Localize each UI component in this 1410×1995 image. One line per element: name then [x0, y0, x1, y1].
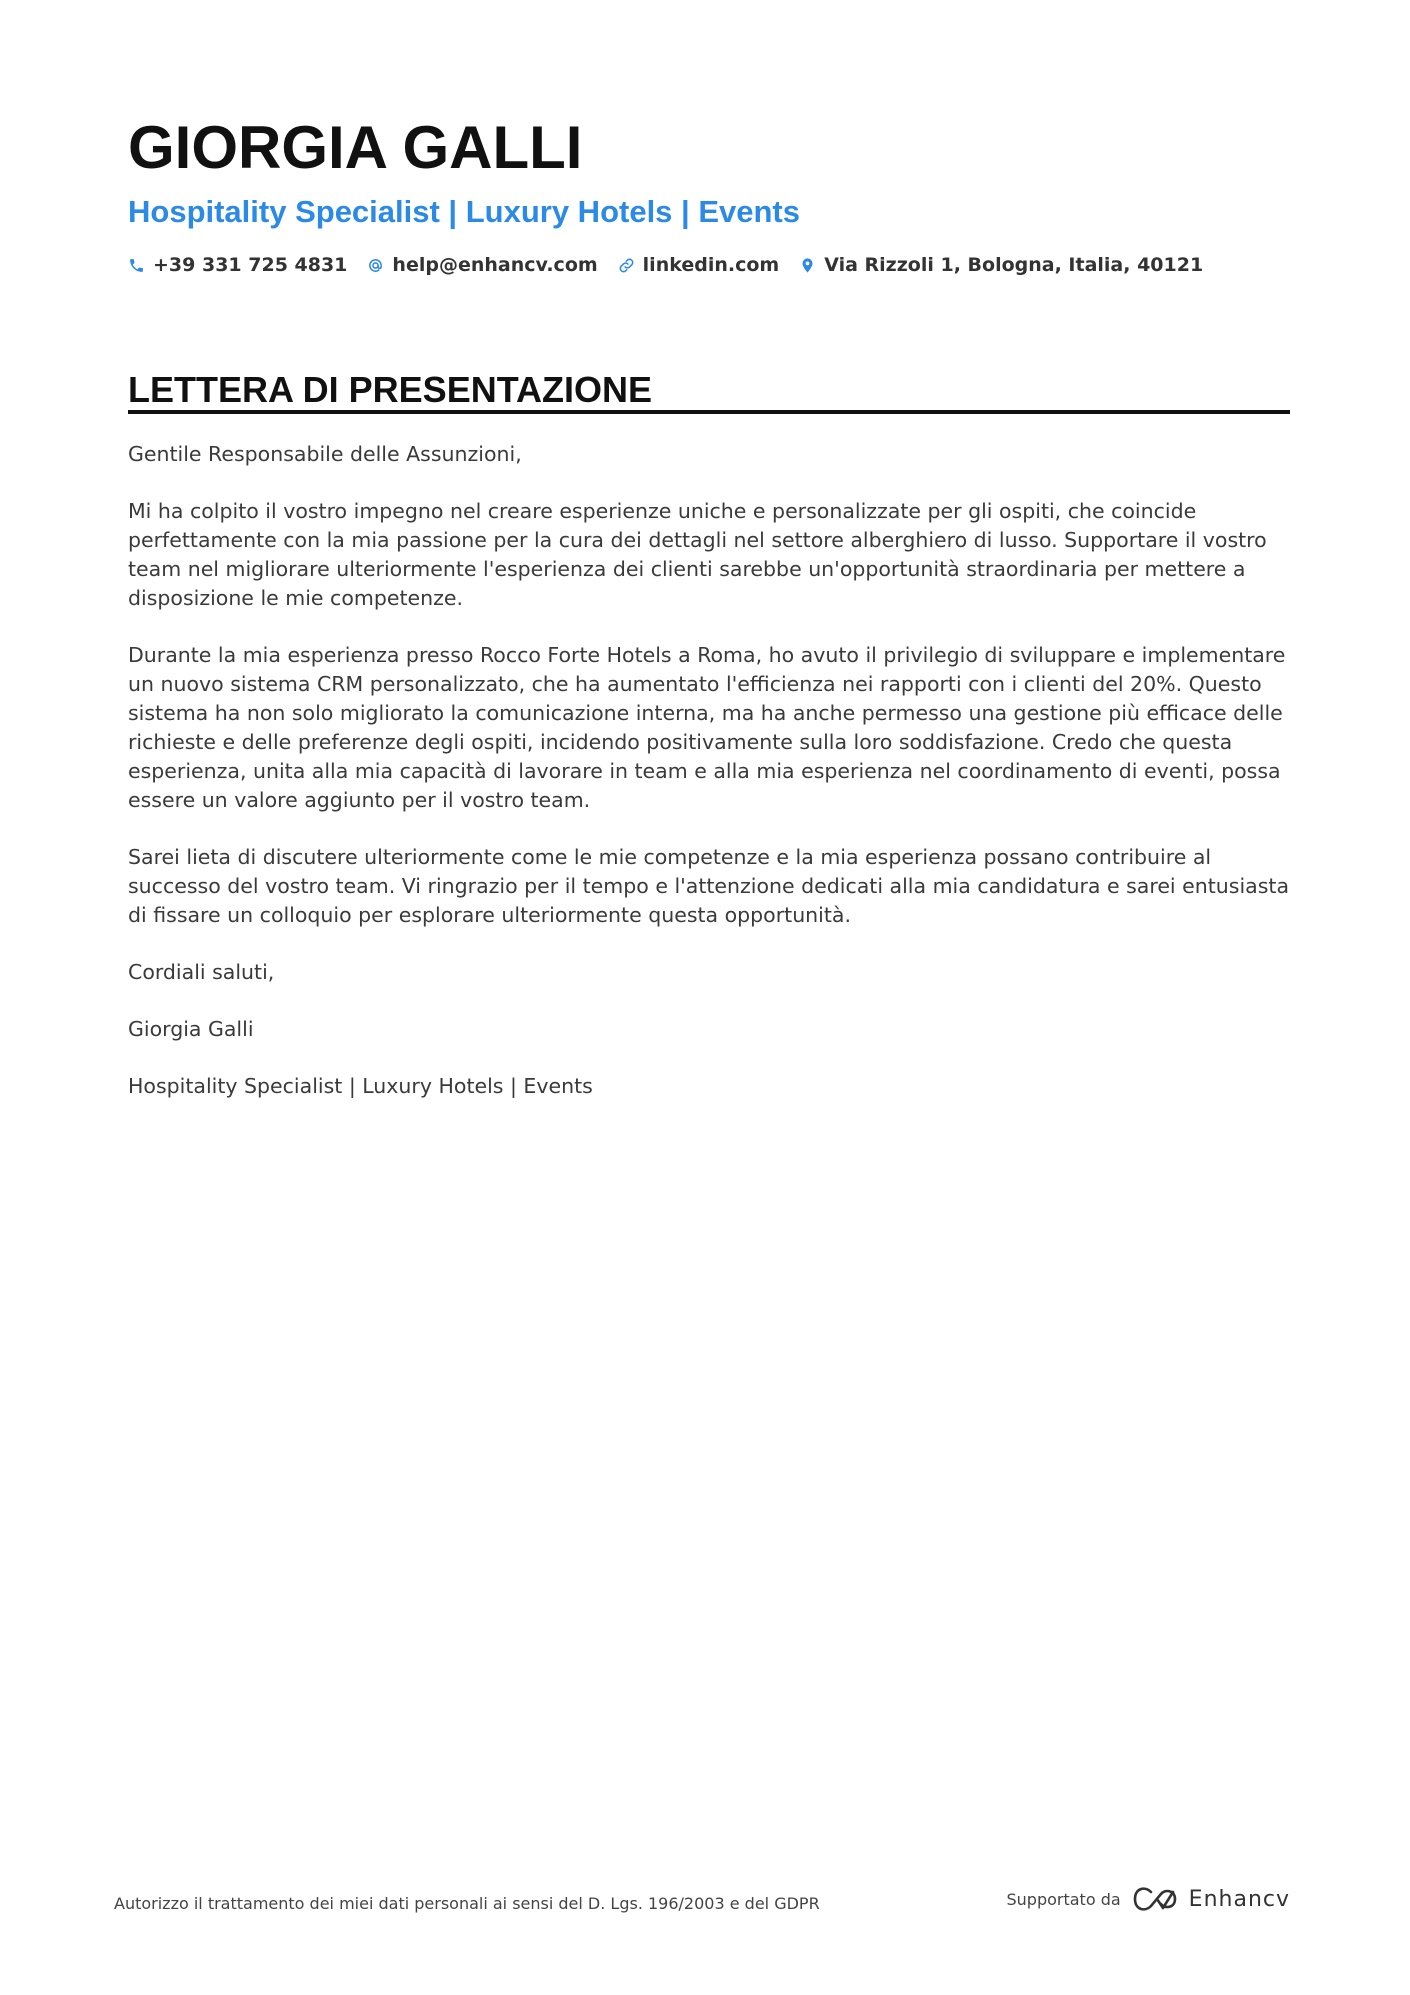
letter-paragraph: Sarei lieta di discutere ulteriormente come le mie competenze e la mia esperienza possano contribuire al successo del vostro team. Vi ringrazio per il tempo e l'attenzione dedicati alla mia candidatura e sarei entusiasta di fissare un colloquio per esplorare ulteriormente questa opportunità.	[128, 845, 1290, 927]
section-divider	[128, 410, 1290, 414]
address-value: Via Rizzoli 1, Bologna, Italia, 40121	[824, 254, 1204, 276]
contact-phone[interactable]	[128, 254, 347, 276]
phone-value: +39 331 725 4831	[153, 254, 348, 276]
enhancv-logo-icon	[1131, 1886, 1179, 1912]
candidate-headline: Hospitality Specialist | Luxury Hotels | Events	[128, 194, 800, 229]
contact-address	[799, 254, 1203, 276]
at-sign-icon	[367, 257, 384, 274]
letter-closing: Cordiali saluti,	[128, 960, 275, 984]
letter-paragraph: Durante la mia esperienza presso Rocco Forte Hotels a Roma, ho avuto il privilegio di sviluppare e implementare un nuovo sistema CRM personalizzato, che ha aumentato l'efficienza nei rapporti con i clienti del 20%. Questo sistema ha non solo migliorato la comunicazione interna, ma ha anche permesso una gestione più efficace delle richieste e delle preferenze degli ospiti, incidendo positivamente sulla loro soddisfazione. Credo che questa esperienza, unita alla mia capacità di lavorare in team e alla mia esperienza nel coordinamento di eventi, possa essere un valore aggiunto per il vostro team.	[128, 643, 1286, 812]
contact-bar	[128, 254, 1203, 276]
privacy-consent-note: Autorizzo il trattamento dei miei dati personali ai sensi del D. Lgs. 196/2003 e del GDPR	[114, 1894, 820, 1913]
signature-title: Hospitality Specialist | Luxury Hotels | Events	[128, 1074, 593, 1098]
supported-by-label: Supportato da	[1006, 1889, 1121, 1909]
signature-name: Giorgia Galli	[128, 1017, 254, 1041]
map-pin-icon	[799, 257, 816, 274]
contact-linkedin[interactable]	[618, 254, 780, 276]
powered-by[interactable]	[1007, 1886, 1291, 1912]
letter-paragraph: Mi ha colpito il vostro impegno nel creare esperienze uniche e personalizzate per gli ospiti, che coincide perfettamente con la mia passione per la cura dei dettagli nel settore alberghiero di lusso. Supportare il vostro team nel migliorare ulteriormente l'esperienza dei clienti sarebbe un'opportunità straordinaria per mettere a disposizione le mie competenze.	[128, 499, 1267, 610]
letter-greeting: Gentile Responsabile delle Assunzioni,	[128, 442, 522, 466]
phone-icon	[128, 257, 145, 274]
section-title: LETTERA DI PRESENTAZIONE	[128, 369, 653, 410]
brand-name: Enhancv	[1188, 1886, 1290, 1912]
email-value: help@enhancv.com	[392, 254, 598, 276]
contact-email[interactable]	[367, 254, 597, 276]
letter-body	[128, 440, 1298, 1129]
link-icon	[618, 257, 635, 274]
linkedin-value: linkedin.com	[642, 254, 780, 276]
candidate-name: GIORGIA GALLI	[128, 114, 583, 181]
